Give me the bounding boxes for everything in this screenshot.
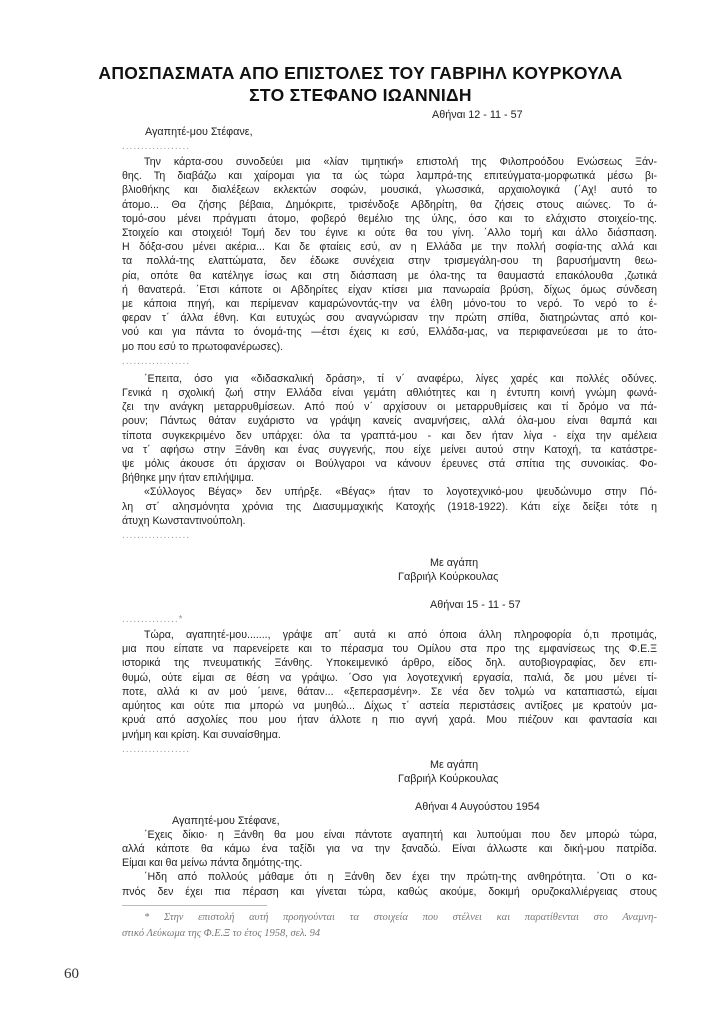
footnote-line: * Στην επιστολή αυτή προηγούνται τα στοιχεία που στέλνει και παρατίθενται στο Αναμνη- bbox=[144, 911, 657, 923]
text-line: θης. Τη διαβάζω και χαίρομαι για τα ώς τώρα λαμπρά-της επιτεύγματα-μορφωτικά μέσω βι- bbox=[122, 170, 657, 183]
letter2-date: Αθήναι 15 - 11 - 57 bbox=[430, 599, 521, 612]
text-line: θυμώ, ούτε είμαι σε θέση να γράψω. ΄Οσο για λογοτεχνική εργασία, παλιά, δε μου μένει τί- bbox=[122, 671, 657, 684]
text-line: να τ΄ αφήσω στην Ξάνθη και ένας συγγενής, που είχε μείνει αυτού στην Κατοχή, τα κατάστρε- bbox=[122, 443, 657, 456]
ellipsis-divider: .................. bbox=[122, 141, 191, 152]
text-line: μνήμη και κρίση. Και συναίσθημα. bbox=[122, 728, 281, 741]
letter3-paragraph-2 bbox=[122, 870, 657, 898]
ellipsis-divider: .................. bbox=[122, 743, 191, 755]
text-line: Στοιχείο και στοιχειό! Τομή δεν του έγινε κι ούτε θα του γίνη. ΄Αλλο τομή και άλλο διάσπαση. bbox=[122, 227, 657, 240]
letter2-paragraph-1 bbox=[122, 628, 657, 742]
text-line: Είμαι και θα μείνω πάντα δημότης-της. bbox=[122, 857, 303, 870]
letter1-signature: Γαβριήλ Κούρκουλας bbox=[398, 571, 499, 584]
letter1-paragraph-2 bbox=[122, 372, 657, 486]
text-line: ρία, οπότε θα κατέληγε ίσως και στη διάσπαση με όλα-της τα θαυμαστά επακόλουθα ,ζωτικά bbox=[122, 269, 657, 282]
letter1-date: Αθήναι 12 - 11 - 57 bbox=[432, 109, 523, 121]
text-line: ρουν; Πάντως θάταν ευχάριστο να γράψη κανείς αναμνήσεις, αλλά όλα-μου είναι θαμπά και bbox=[122, 415, 657, 428]
letter3-greeting: Αγαπητέ-μου Στέφανε, bbox=[172, 814, 280, 827]
footnote bbox=[122, 910, 657, 942]
letter3-paragraph-1 bbox=[122, 828, 657, 871]
text-line: ΄Επειτα, όσο για «διδασκαλική δράση», τί ν΄ αναφέρω, λίγες χαρές και πολλές οδύνες. bbox=[144, 372, 657, 385]
text-line: βλιοθήκης και διαλέξεων εκλεκτών σοφών, μουσικά, γλωσσικά, αρχαιολογικά (΄Αχ! αυτό το bbox=[122, 184, 657, 197]
text-line: ΄Εχεις δίκιο· η Ξάνθη θα μου είναι πάντοτε αγαπητή και λυπούμαι που δεν μπορώ τώρα, bbox=[144, 828, 657, 841]
text-line: άτομο... Θα ζήσης βέβαια, Δημόκριτε, τρισένδοξε Αβδηρίτη, θα ζήσεις στους αιώνες. Το ά- bbox=[122, 198, 657, 211]
text-line: μο που εσύ το πρωτοφανέρωσες). bbox=[122, 340, 284, 353]
page-number: 60 bbox=[64, 966, 79, 982]
text-line: τομό-σου μένει πράγματι άτομο, φοβερό θεμέλιο της ύλης, όσο και το ελάχιστο στοιχείο-της. bbox=[122, 212, 657, 225]
text-line: Τώρα, αγαπητέ-μου......., γράψε απ΄ αυτά κι από όποια άλλη πληροφορία ό,τι προτιμάς, bbox=[144, 629, 657, 642]
text-line: ΄Ηδη από πολλούς μάθαμε ότι η Ξάνθη δεν έχει την πρώτη-της ανθηρότητα. ΄Οτι ο κα- bbox=[144, 871, 657, 884]
text-line: ή θανατερά. ΄Ετσι κάποτε οι Αβδηρίτες είχαν κτίσει μια πανωραία βρύση, δίχως όμως σύνδεση bbox=[122, 283, 657, 296]
text-line: τα πολλά-της ελαττώματα, δεν έδωκε συνέχεια στην τρισμεγάλη-σου τη βαρυσήμαντη θεω- bbox=[122, 255, 657, 268]
footnote-rule bbox=[122, 905, 267, 906]
text-line: πνός δεν έχει πια πέραση και γίνεται τώρα, καθώς ακούμε, δοκιμή ορυζοκαλλιέργειας στους bbox=[122, 885, 657, 898]
ellipsis-divider: ...............* bbox=[122, 614, 184, 626]
text-line: ζει την ανάγκη μεταρρυθμίσεων. Από πού ν΄ αρχίσουν οι μεταρρυθμίσεις και τί δρόμο να πά- bbox=[122, 401, 657, 414]
ellipsis-divider: .................. bbox=[122, 530, 191, 542]
text-line: ιστορικά της πνευματικής Ξάνθης. Υποκειμενικό άρθρο, είδος δηλ. αυτοβιογραφίας, δεν επι- bbox=[122, 657, 657, 670]
page-body bbox=[0, 62, 721, 942]
text-line: Την κάρτα-σου συνοδεύει μια «λίαν τιμητική» επιστολή της Φιλοπροόδου Ενώσεως Ξάν- bbox=[144, 156, 657, 168]
ellipsis-divider: .................. bbox=[122, 355, 191, 367]
letter2-signature: Γαβριήλ Κούρκουλας bbox=[398, 772, 499, 785]
text-line: με κάποια πηγή, και περίμεναν καμαρώνοντάς-την να έλθη μόνο-του το νερό. Το νερό το έ- bbox=[122, 298, 657, 311]
letter1-paragraph-1 bbox=[122, 155, 657, 354]
text-line: αλλά κάποτε θα κάμω ένα ταξίδι για να την ξαναδώ. Είναι άλλωστε και δική-μου πατρίδα. bbox=[122, 842, 657, 855]
text-line: άτυχη Κωνσταντινούπολη. bbox=[122, 514, 246, 527]
footnote-line: στικό Λεύκωμα της Φ.Ε.Ξ το έτος 1958, σελ. 94 bbox=[122, 927, 321, 939]
text-line: τίποτα συγκεκριμένο δεν υπάρχει: όλα τα γραπτά-μου - και δεν ήταν λίγα - είχα την αμέλεια bbox=[122, 429, 657, 442]
text-line: λη στ΄ αλησμόνητα χρόνια της Διασυμμαχικής Κατοχής (1918-1922). Κάτι είχε δείξει τότε η bbox=[122, 500, 657, 513]
title-line-1: ΑΠΟΣΠΑΣΜΑΤΑ ΑΠΟ ΕΠΙΣΤΟΛΕΣ ΤΟΥ ΓΑΒΡΙΗΛ ΚΟΥΡΚΟΥΛΑ bbox=[98, 63, 623, 83]
text-line: μια που είπατε να παρενείρετε και το πέρασμα του Ομίλου στα προ της εμφανίσεως της Φ.Ε.Ξ bbox=[122, 643, 657, 656]
text-line: φεραν τ΄ άλλα έθνη. Και ευτυχώς σου αναγνώρισαν την πρώτη σπίθα, διατηρώντας από κοι- bbox=[122, 312, 657, 325]
text-line: βήθηκε μην ήταν επιλήψιμα. bbox=[122, 472, 254, 485]
text-line: Η δόξα-σου μένει ακέρια... Και δε φταίεις εσύ, αν η Ελλάδα με την πολλή σοφία-της αλλά και bbox=[122, 241, 657, 254]
text-line: νού και για πάντα το όνομά-της —έτσι έχεις κι εσύ, Ελλάδα-μας, να περιφανεύεσαι με το άτο- bbox=[122, 326, 657, 339]
letter1-closing: Με αγάπη bbox=[430, 557, 479, 570]
letter2-closing: Με αγάπη bbox=[430, 758, 479, 771]
text-line: αμύητος και ούτε πια μπορώ να μυηθώ... Δίχως τ΄ αστεία περιστάσεις αντίξοες με κρατούν μα- bbox=[122, 700, 657, 713]
text-line: ψε μόλις άκουσε ότι άρχισαν οι Βούλγαροι να κάνουν έρευνες στά σπίτια της συνοικίας. Φο- bbox=[122, 458, 657, 471]
letter1-paragraph-3 bbox=[122, 485, 657, 528]
letter1-greeting: Αγαπητέ-μου Στέφανε, bbox=[145, 126, 253, 138]
letter3-date: Αθήναι 4 Αυγούστου 1954 bbox=[415, 800, 540, 813]
text-line: ποτε, αλλά κι αν μού ΄μεινε, θάταν... «ξεπερασμένη». Σε νέα δεν τολμώ να καταπιαστώ, είμαι bbox=[122, 685, 657, 698]
text-line: Γενικά η σχολική ζωή στην Ελλάδα είναι γεμάτη αθλιότητες και η έντυπη κοινή γνώμη φωνά- bbox=[122, 387, 657, 400]
text-line: «Σύλλογος Βέγας» δεν υπήρξε. «Βέγας» ήταν το λογοτεχνικό-μου ψευδώνυμο στην Πό- bbox=[144, 486, 657, 499]
title-line-2: ΣΤΟ ΣΤΕΦΑΝΟ ΙΩΑΝΝΙΔΗ bbox=[249, 85, 472, 105]
text-line: κρυά από ασχολίες που μου ήταν άλλοτε η πιο αγνή χαρά. Μου πιέζουν και φαντασία και bbox=[122, 714, 657, 727]
